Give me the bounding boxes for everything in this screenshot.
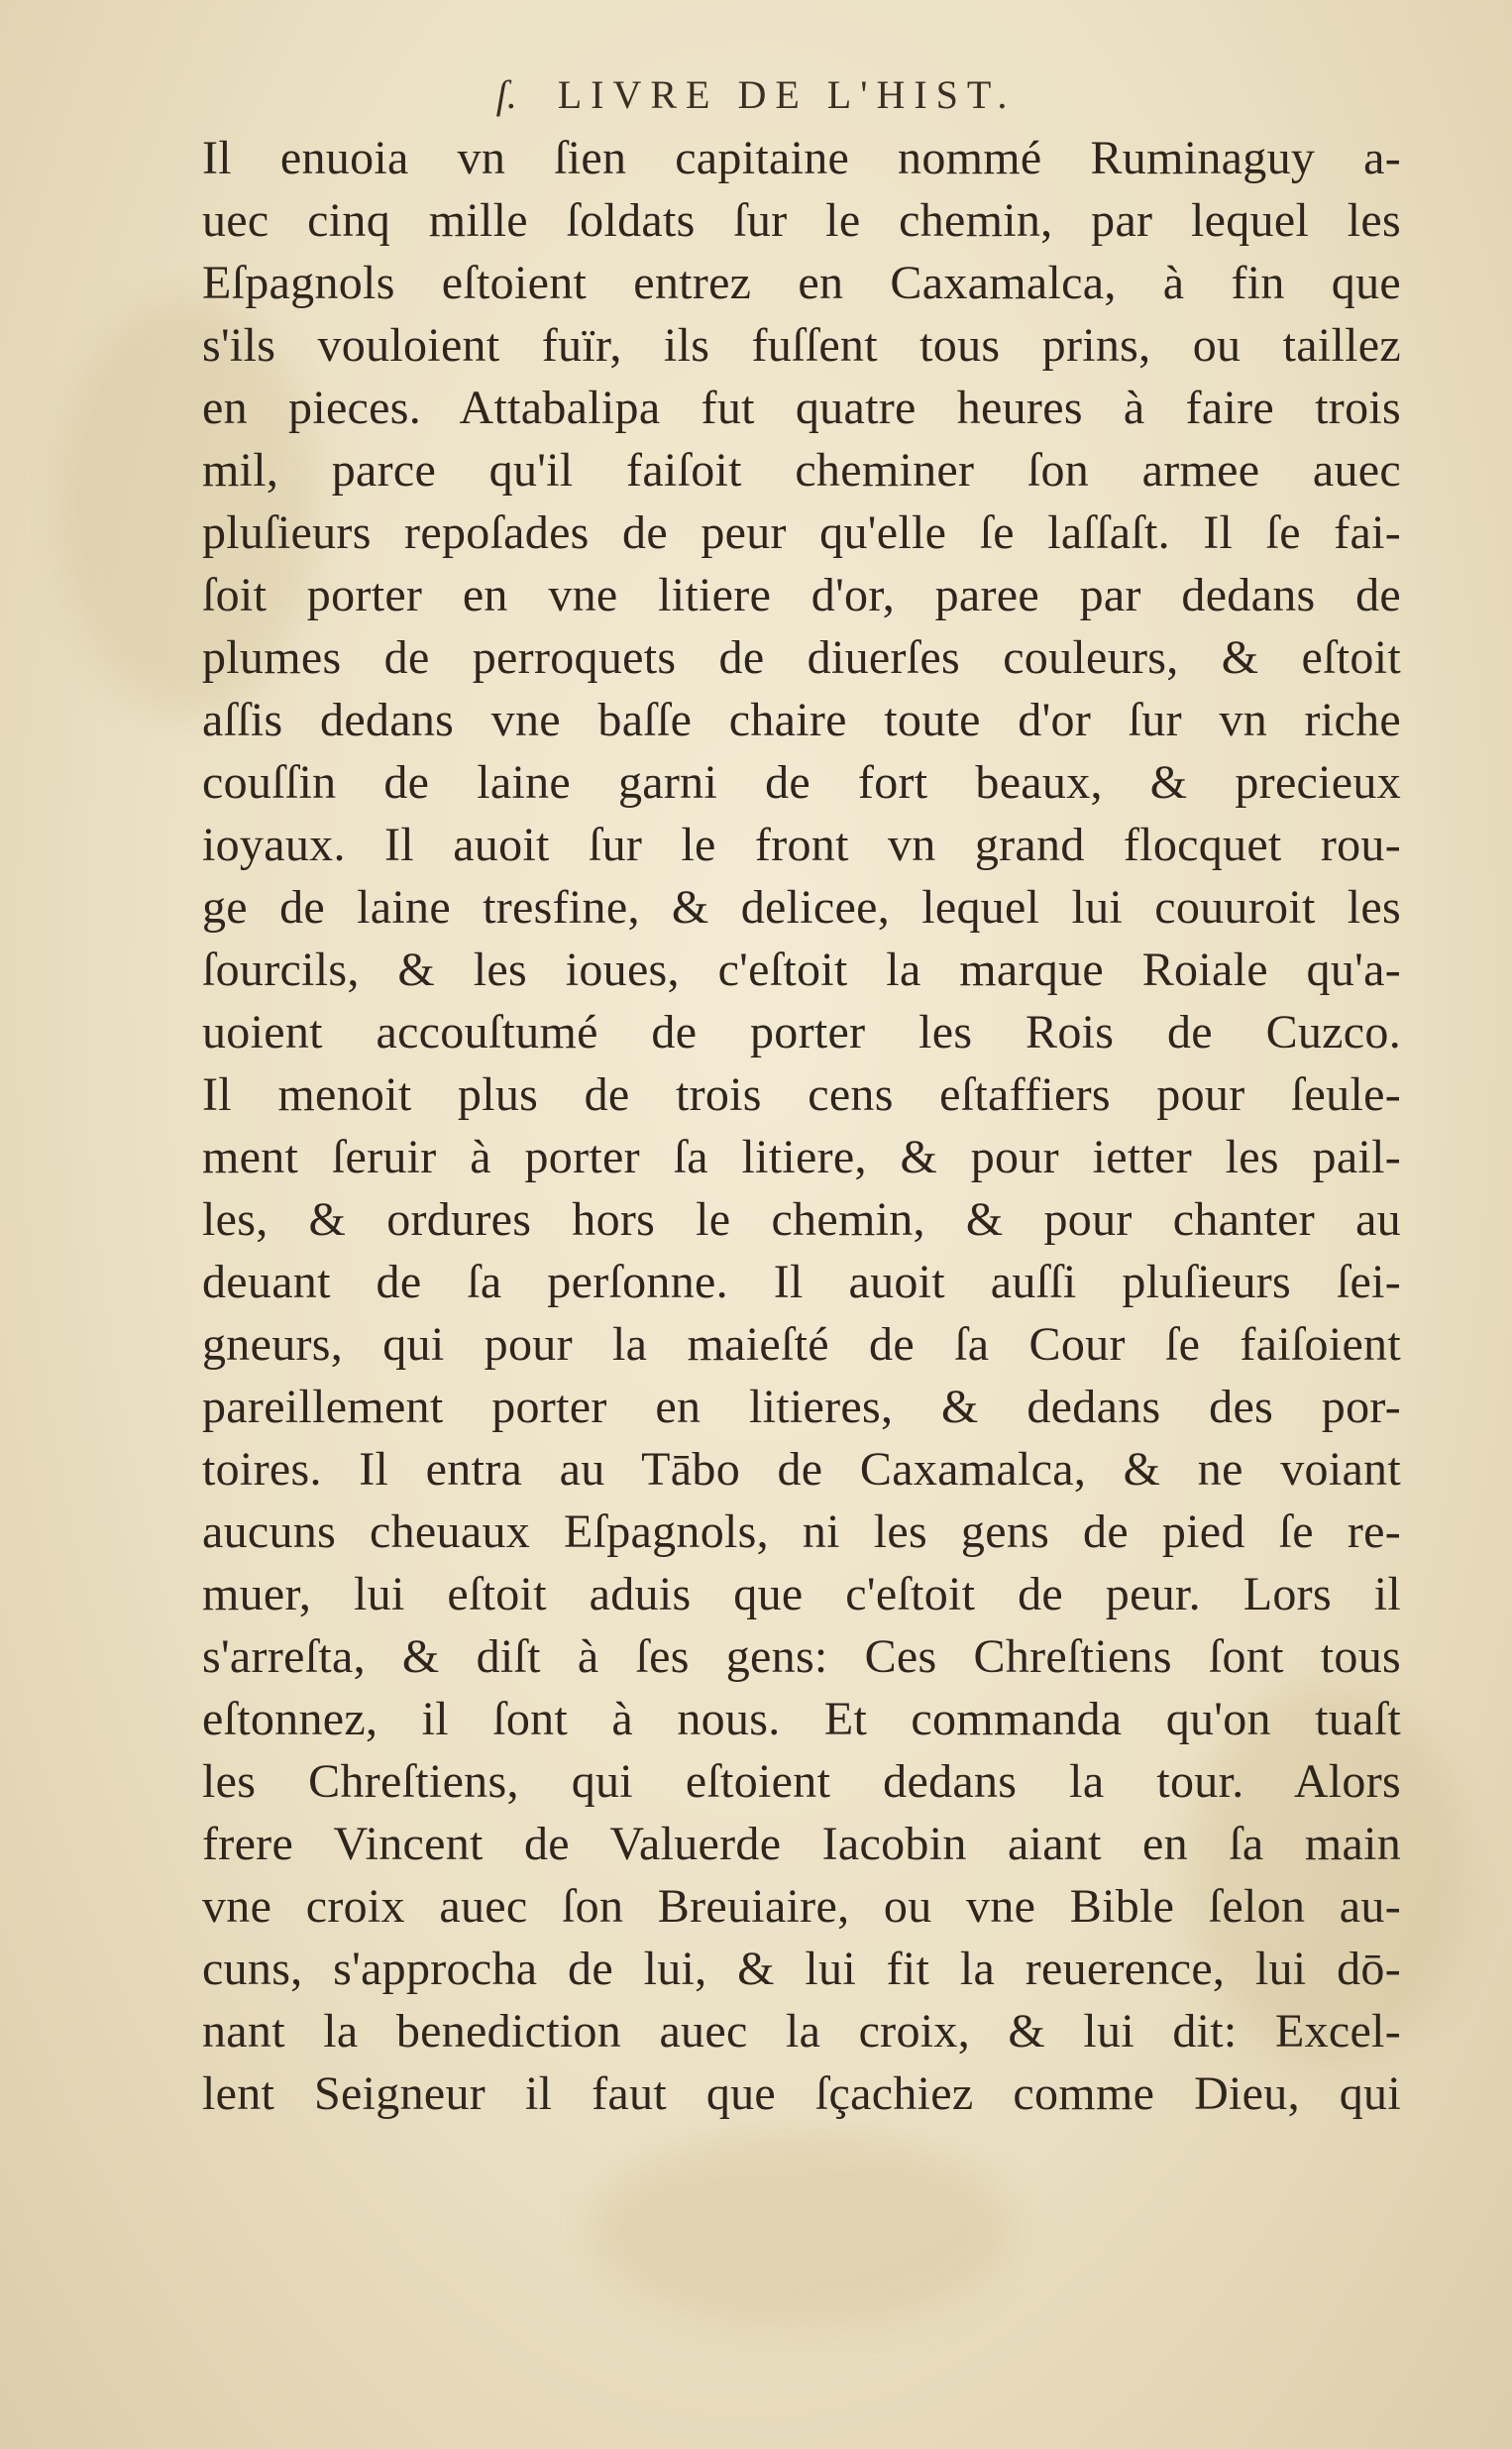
body-text [202,127,1401,2125]
text-line: gneurs, qui pour la maieſté de ſa Cour ſe faiſoient [202,1318,1401,1371]
text-line: en pieces. Attabalipa fut quatre heures à faire trois [202,382,1401,434]
text-line: Eſpagnols eſtoient entrez en Caxamalca, à fin que [202,257,1401,309]
text-line: plumes de perroquets de diuerſes couleurs, & eſtoit [202,631,1401,684]
text-line: toires. Il entra au Tābo de Caxamalca, & ne voiant [202,1443,1401,1496]
text-line: eſtonnez, il ſont à nous. Et commanda qu'on tuaſt [202,1693,1401,1745]
text-line: deuant de ſa perſonne. Il auoit auſſi pluſieurs ſei- [202,1256,1401,1308]
text-line: vne croix auec ſon Breuiaire, ou vne Bible ſelon au- [202,1880,1401,1933]
text-line: lent Seigneur il faut que ſçachiez comme Dieu, qui [202,2067,1401,2120]
text-line: uec cinq mille ſoldats ſur le chemin, par lequel les [202,194,1401,247]
text-line: ge de laine tresfine, & delicee, lequel lui couuroit les [202,881,1401,934]
text-line: les Chreſtiens, qui eſtoient dedans la tour. Alors [202,1755,1401,1808]
text-line: ioyaux. Il auoit ſur le front vn grand flocquet rou- [202,819,1401,871]
folio-mark: ſ. [495,72,517,117]
text-line: s'ils vouloient fuïr, ils fuſſent tous prins, ou taillez [202,319,1401,372]
text-line: ſourcils, & les ioues, c'eſtoit la marque Roiale qu'a- [202,944,1401,996]
text-line: muer, lui eſtoit aduis que c'eſtoit de peur. Lors il [202,1568,1401,1620]
text-line: pareillement porter en litieres, & dedans des por- [202,1381,1401,1433]
text-line: aucuns cheuaux Eſpagnols, ni les gens de pied ſe re- [202,1505,1401,1558]
text-line: s'arreſta, & diſt à ſes gens: Ces Chreſtiens ſont tous [202,1630,1401,1683]
paper-stain [594,2131,1011,2329]
text-line: Il enuoia vn ſien capitaine nommé Ruminaguy a- [202,132,1401,184]
text-line: uoient accouſtumé de porter les Rois de Cuzco. [202,1006,1401,1058]
text-line: Il menoit plus de trois cens eſtaffiers pour ſeule- [202,1068,1401,1121]
text-line: frere Vincent de Valuerde Iacobin aiant en ſa main [202,1818,1401,1870]
text-line: couſſin de laine garni de fort beaux, & precieux [202,756,1401,809]
text-line: nant la benediction auec la croix, & lui dit: Excel- [202,2005,1401,2058]
text-line: ment ſeruir à porter ſa litiere, & pour ietter les pail- [202,1131,1401,1183]
text-line: aſſis dedans vne baſſe chaire toute d'or ſur vn riche [202,694,1401,746]
running-head-title: LIVRE DE L'HIST. [557,72,1017,117]
text-line: mil, parce qu'il faiſoit cheminer ſon armee auec [202,444,1401,497]
text-line: cuns, s'approcha de lui, & lui fit la reuerence, lui dō- [202,1943,1401,1995]
text-line: pluſieurs repoſades de peur qu'elle ſe laſſaſt. Il ſe fai- [202,506,1401,559]
text-line: ſoit porter en vne litiere d'or, paree par dedans de [202,569,1401,621]
running-head [0,71,1512,118]
text-line: les, & ordures hors le chemin, & pour chanter au [202,1193,1401,1246]
